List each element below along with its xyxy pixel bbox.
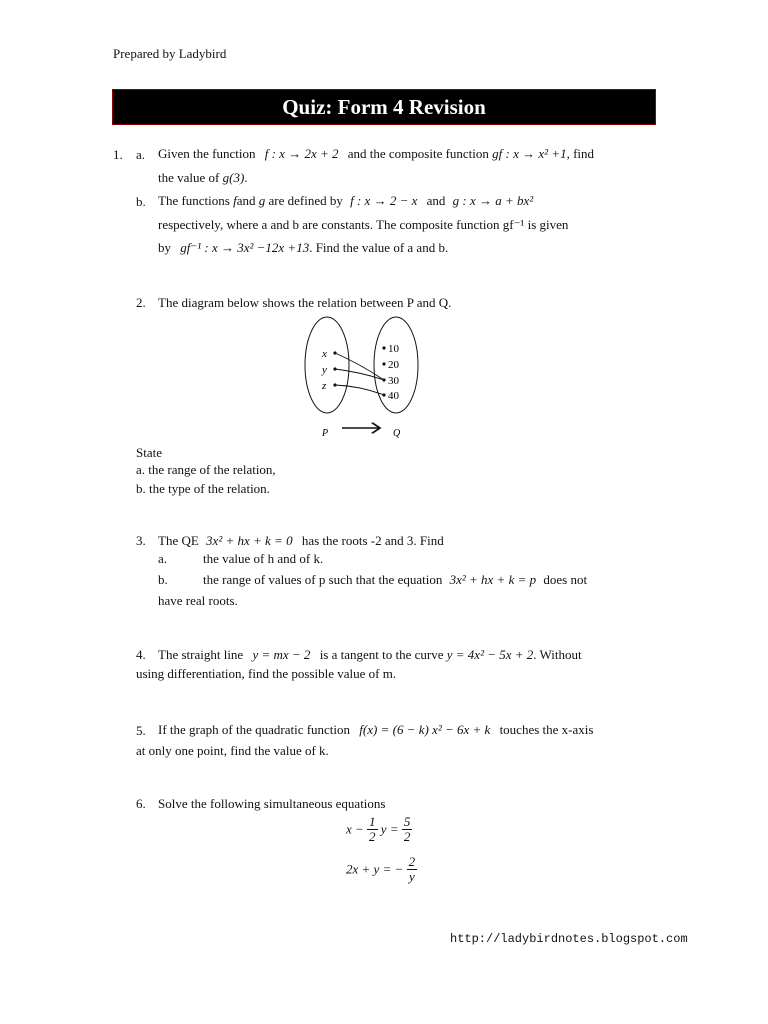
q3a-text: the value of h and of k.: [203, 551, 324, 566]
q3-text2: has the roots -2 and 3. Find: [301, 533, 444, 548]
q1b-g: g: [258, 193, 266, 208]
q3b-label: b.: [158, 572, 168, 587]
q1b-expr-f: f : x → 2 − x: [350, 193, 418, 208]
codomain-20: 20: [388, 359, 399, 371]
q6-number: 6.: [136, 796, 146, 811]
q1a-expr-f: f : x → 2x + 2: [264, 146, 339, 161]
eq1-mid: y =: [380, 821, 399, 837]
eq2-left: 2x + y = −: [346, 861, 404, 877]
eq1-frac1-num: 1: [369, 814, 376, 829]
q1a-text1: Given the function: [158, 146, 256, 161]
q4-line2: using differentiation, find the possible value of m.: [136, 666, 397, 681]
q3a-label: a.: [158, 551, 168, 566]
q5-text1: If the graph of the quadratic function: [158, 722, 351, 737]
q4-text2: is a tangent to the curve: [319, 647, 444, 662]
q5-text2: touches the x-axis: [499, 722, 594, 737]
eq2-frac-num: 2: [408, 854, 416, 869]
eq1-frac2: [402, 815, 413, 844]
q1a-label: a.: [136, 147, 146, 162]
arrow-y-30: [335, 369, 384, 380]
eq1-frac2-num: 5: [403, 814, 411, 829]
prepared-by-label: Prepared by Ladybird: [113, 46, 227, 61]
q2-state: State: [136, 445, 162, 460]
q1b-line2: respectively, where a and b are constants. The composite function gf⁻¹ is given: [158, 217, 569, 232]
q1b-text3: and: [426, 193, 446, 208]
set-p-label: P: [322, 428, 329, 439]
eq1-frac1: [367, 815, 378, 844]
q1b-and: and: [236, 193, 256, 208]
eq1-frac1-den: 2: [369, 829, 376, 844]
eq2-frac: [407, 855, 418, 884]
domain-y: y: [322, 364, 327, 376]
set-p-ellipse: [305, 317, 349, 413]
q1b-expr-g: g : x → a + bx²: [452, 193, 534, 208]
equation-2: [346, 855, 417, 884]
q1b-text4: by: [158, 240, 171, 255]
q3-line1: [158, 533, 444, 549]
q1a-expr-g3: g(3): [222, 170, 245, 185]
q3-number: 3.: [136, 533, 146, 548]
q1b-line1: [158, 193, 533, 209]
eq1-left: x −: [346, 821, 364, 837]
q1a-text2: and the composite function: [347, 146, 489, 161]
q3b-line2: have real roots.: [158, 593, 238, 608]
q1b-expr-gfinv: gf⁻¹ : x → 3x² −12x +13: [180, 240, 310, 255]
q3b-text2: does not: [543, 572, 588, 587]
quiz-title-banner: [112, 89, 656, 125]
q1b-text5: . Find the value of a and b.: [309, 240, 449, 255]
q4-expr-line: y = mx − 2: [252, 647, 311, 662]
q1a-text4: the value of: [158, 170, 220, 185]
eq2-frac-den: y: [408, 869, 415, 884]
q4-expr-curve: y = 4x² − 5x + 2: [446, 647, 534, 662]
eq1-frac2-den: 2: [403, 829, 411, 844]
q1a-expr-gf: gf : x → x² +1: [492, 146, 567, 161]
q3-expr: 3x² + hx + k = 0: [206, 533, 293, 548]
set-q-label: Q: [393, 428, 401, 439]
quiz-title: Quiz: Form 4 Revision: [282, 95, 486, 119]
q1b-f: f: [233, 193, 237, 208]
codomain-10: 10: [388, 343, 399, 355]
q4-text1: The straight line: [158, 647, 244, 662]
q5-number: 5.: [136, 723, 146, 738]
q2-text: The diagram below shows the relation between P and Q.: [158, 295, 452, 310]
q5-expr: f(x) = (6 − k) x² − 6x + k: [359, 722, 491, 737]
q1a-text3: , find: [566, 146, 595, 161]
codomain-30: 30: [388, 375, 399, 387]
footer-url-link[interactable]: http://ladybirdnotes.blogspot.com: [450, 932, 688, 946]
domain-z: z: [322, 380, 327, 392]
q3b-line1: [203, 572, 587, 588]
q2-number: 2.: [136, 295, 146, 310]
relation-diagram: [300, 314, 430, 444]
q1b-text1: The functions: [158, 193, 230, 208]
q1b-text2: are defined by: [268, 193, 343, 208]
q1b-line3: [158, 240, 448, 256]
q1a-line2: the value of g(3).: [158, 170, 248, 185]
codomain-40: 40: [388, 390, 399, 402]
q2a: a. the range of the relation,: [136, 462, 276, 477]
q4-line1: [158, 647, 582, 663]
q3b-expr: 3x² + hx + k = p: [449, 572, 537, 587]
equation-1: [346, 815, 412, 844]
arrow-x-30: [335, 353, 384, 380]
q1-number: 1.: [113, 147, 123, 162]
q2b: b. the type of the relation.: [136, 481, 270, 496]
domain-x: x: [322, 348, 327, 360]
q6-text: Solve the following simultaneous equations: [158, 796, 386, 811]
q3-text1: The QE: [158, 533, 199, 548]
q1a-line1: [158, 146, 594, 162]
q1b-label: b.: [136, 194, 146, 209]
q3b-text1: the range of values of p such that the equation: [203, 572, 443, 587]
q4-number: 4.: [136, 647, 146, 662]
q5-line2: at only one point, find the value of k.: [136, 743, 329, 758]
q5-line1: [158, 722, 593, 738]
q4-text3: . Without: [533, 647, 582, 662]
